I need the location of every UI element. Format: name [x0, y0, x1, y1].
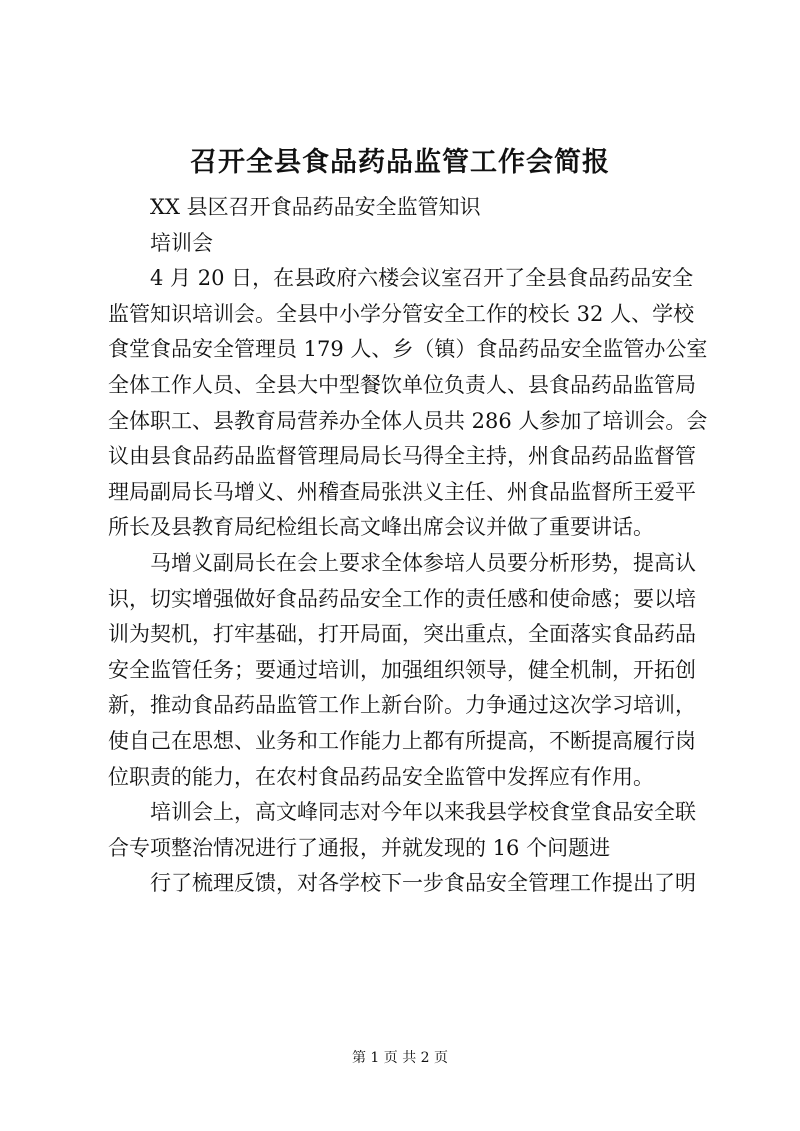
text-line: 食堂食品安全管理员 179 人、乡（镇）食品药品安全监管办公室 — [108, 337, 708, 362]
paragraph-start: 马增义副局长在会上要求全体参培人员要分析形势，提高认 — [150, 550, 696, 575]
paragraph-start: 培训会上，高文峰同志对今年以来我县学校食堂食品安全联 — [150, 800, 696, 825]
text-line: 全体职工、县教育局营养办全体人员共 286 人参加了培训会。会 — [108, 408, 708, 433]
text-line: 识，切实增强做好食品药品安全工作的责任感和使命感；要以培 — [108, 586, 696, 611]
text-line: 使自己在思想、业务和工作能力上都有所提高，不断提高履行岗 — [108, 728, 696, 753]
text-line: 训为契机，打牢基础，打开局面，突出重点，全面落实食品药品 — [108, 622, 696, 647]
text-line: 理局副局长马增义、州稽查局张洪义主任、州食品监督所王爱平 — [108, 479, 696, 504]
document-title: 召开全县食品药品监管工作会简报 — [190, 147, 610, 178]
text-line: 议由县食品药品监督管理局局长马得全主持，州食品药品监督管 — [108, 444, 696, 469]
text-line: 全体工作人员、全县大中型餐饮单位负责人、县食品药品监管局 — [108, 372, 696, 397]
text-line: 所长及县教育局纪检组长高文峰出席会议并做了重要讲话。 — [108, 515, 654, 540]
paragraph-start: 4 月 20 日，在县政府六楼会议室召开了全县食品药品安全 — [150, 266, 694, 291]
paragraph-start: 行了梳理反馈，对各学校下一步食品安全管理工作提出了明 — [150, 871, 696, 896]
text-line: 新，推动食品药品监管工作上新台阶。力争通过这次学习培训， — [108, 693, 696, 718]
page-number: 第 1 页 共 2 页 — [351, 1050, 449, 1066]
text-line: XX 县区召开食品药品安全监管知识 — [150, 195, 481, 219]
document-body — [108, 190, 708, 902]
text-line: 合专项整治情况进行了通报，并就发现的 16 个问题进 — [108, 835, 611, 860]
text-line: 监管知识培训会。全县中小学分管安全工作的校长 32 人、学校 — [108, 301, 695, 326]
text-line: 培训会 — [150, 230, 213, 255]
text-line: 安全监管任务；要通过培训，加强组织领导，健全机制，开拓创 — [108, 657, 696, 682]
text-line: 位职责的能力，在农村食品药品安全监管中发挥应有作用。 — [108, 764, 654, 789]
